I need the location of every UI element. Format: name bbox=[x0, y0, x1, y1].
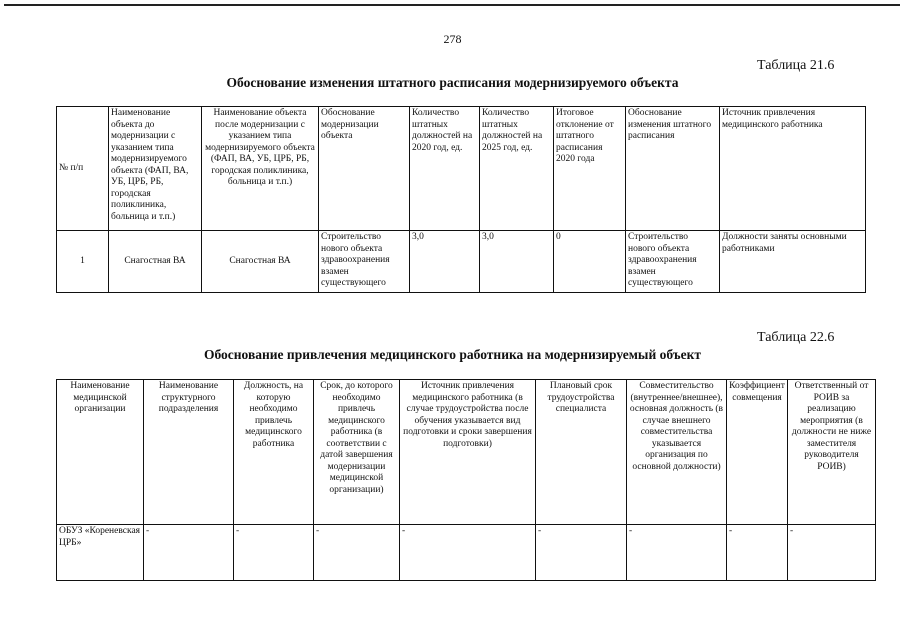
table1-label: Таблица 21.6 bbox=[757, 58, 835, 73]
t1-cell-deviation: 0 bbox=[554, 231, 626, 293]
t1-cell-change-justification-text: Строительство нового объекта здравоохранения взамен существующего bbox=[628, 232, 697, 288]
t1-cell-justification bbox=[319, 231, 410, 293]
t1-header-object-after: Наименование объекта после модернизации с указанием типа модернизируемого объекта (ФАП, ВА, УБ, ЦРБ, РБ, городская поликлиника, больница и т.п.) bbox=[202, 107, 319, 231]
t2-cell-deadline: - bbox=[314, 525, 400, 581]
t1-header-deviation: Итоговое отклонение от штатного расписания 2020 года bbox=[554, 107, 626, 231]
t1-cell-object-after: Снагостная ВА bbox=[202, 231, 319, 293]
t1-header-num: № п/п bbox=[57, 107, 109, 231]
t2-cell-planned-date: - bbox=[536, 525, 627, 581]
scan-border-line bbox=[4, 4, 900, 6]
t1-cell-source: Должности заняты основными работниками bbox=[720, 231, 866, 293]
t2-header-coefficient: Коэффициент совмещения bbox=[727, 380, 788, 525]
table2 bbox=[56, 379, 876, 581]
t1-cell-staff-2025: 3,0 bbox=[480, 231, 554, 293]
t1-header-staff-2020: Количество штатных должностей на 2020 год, ед. bbox=[410, 107, 480, 231]
t2-header-department: Наименование структурного подразделения bbox=[144, 380, 234, 525]
t2-cell-coefficient: - bbox=[727, 525, 788, 581]
t2-cell-position: - bbox=[234, 525, 314, 581]
table-row bbox=[57, 231, 866, 293]
t2-cell-combination: - bbox=[627, 525, 727, 581]
table2-title: Обоснование привлечения медицинского работника на модернизируемый объект bbox=[203, 347, 702, 362]
t1-cell-staff-2020: 3,0 bbox=[410, 231, 480, 293]
t2-header-organization: Наименование медицинской организации bbox=[57, 380, 144, 525]
t1-header-staff-2025: Количество штатных должностей на 2025 год, ед. bbox=[480, 107, 554, 231]
table1-header-row bbox=[57, 107, 866, 231]
t2-header-responsible: Ответственный от РОИВ за реализацию мероприятия (в должности не ниже заместителя руководителя РОИВ) bbox=[788, 380, 876, 525]
t1-header-change-justification: Обоснование изменения штатного расписания bbox=[626, 107, 720, 231]
t1-header-justification: Обоснование модернизации объекта bbox=[319, 107, 410, 231]
table2-header-row bbox=[57, 380, 876, 525]
t1-cell-change-justification bbox=[626, 231, 720, 293]
t1-header-source: Источник привлечения медицинского работника bbox=[720, 107, 866, 231]
t2-header-combination: Совместительство (внутреннее/внешнее), основная должность (в случае внешнего совместительства указывается организация по основной должности) bbox=[627, 380, 727, 525]
t2-header-source: Источник привлечения медицинского работника (в случае трудоустройства после обучения указывается вид подготовки и сроки завершения подготовки) bbox=[400, 380, 536, 525]
t2-cell-source: - bbox=[400, 525, 536, 581]
page-number: 278 bbox=[443, 32, 462, 46]
t1-header-object-before: Наименование объекта до модернизации с указанием типа модернизируемого объекта (ФАП, ВА, УБ, ЦРБ, РБ, городская поликлиника, больница и т.п.) bbox=[109, 107, 202, 231]
t1-cell-object-before: Снагостная ВА bbox=[109, 231, 202, 293]
t1-cell-justification-text: Строительство нового объекта здравоохранения взамен существующего bbox=[321, 232, 390, 288]
t2-cell-organization: ОБУЗ «Кореневская ЦРБ» bbox=[57, 525, 144, 581]
t2-header-position: Должность, на которую необходимо привлечь медицинского работника bbox=[234, 380, 314, 525]
t2-header-deadline: Срок, до которого необходимо привлечь медицинского работника (в соответствии с датой завершения модернизации медицинской организации) bbox=[314, 380, 400, 525]
table1 bbox=[56, 106, 866, 293]
t2-cell-responsible: - bbox=[788, 525, 876, 581]
table1-title: Обоснование изменения штатного расписания модернизируемого объекта bbox=[226, 75, 679, 90]
table-row bbox=[57, 525, 876, 581]
t2-header-planned-date: Плановый срок трудоустройства специалиста bbox=[536, 380, 627, 525]
t2-cell-department: - bbox=[144, 525, 234, 581]
t1-cell-num: 1 bbox=[57, 231, 109, 293]
table2-label: Таблица 22.6 bbox=[757, 330, 835, 345]
